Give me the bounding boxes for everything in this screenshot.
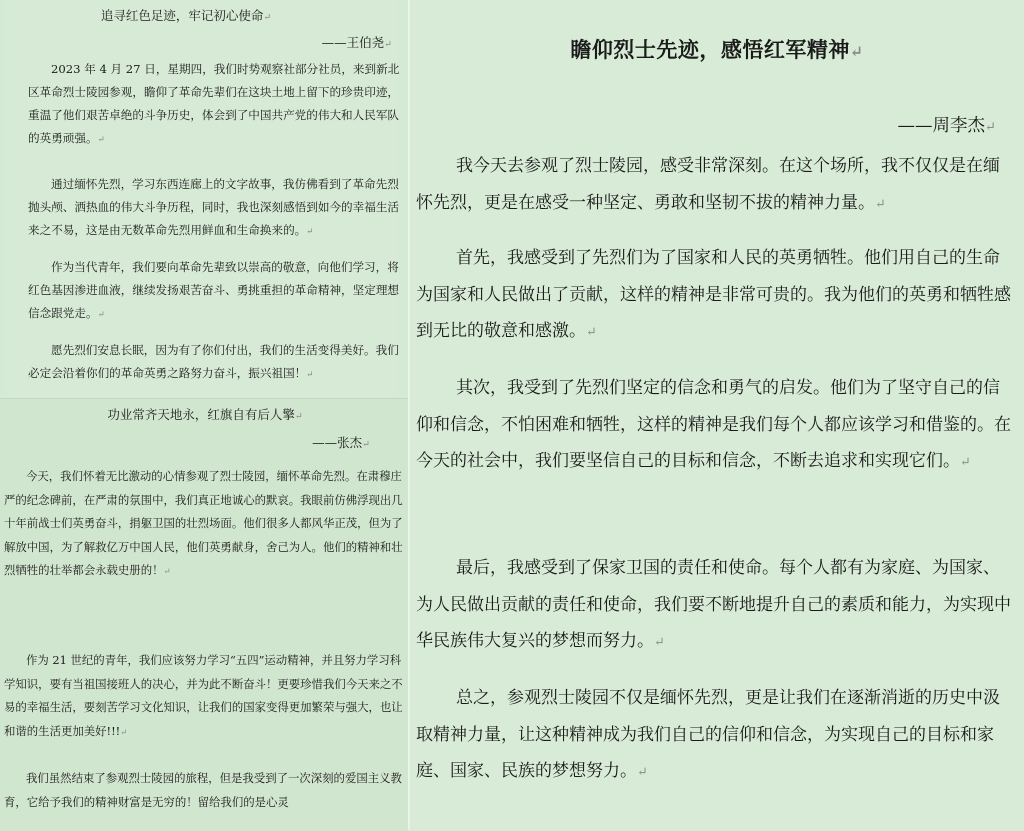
essay3-author: ——周李杰↵ [897, 116, 996, 136]
essay3-paragraph-5: 总之，参观烈士陵园不仅是缅怀先烈，更是让我们在逐渐消逝的历史中汲取精神力量，让这种精神成为我们自己的信仰和信念，为实现自己的目标和家庭、国家、民族的梦想努力。↵ [416, 688, 1000, 781]
essay3-paragraph-2: 首先，我感受到了先烈们为了国家和人民的英勇牺牲。他们用自己的生命为国家和人民做出了贡献，这样的精神是非常可贵的。我为他们的英勇和牺牲感到无比的敬意和感激。↵ [416, 248, 1011, 341]
essay1-title: 追寻红色足迹，牢记初心使命↵ [100, 8, 272, 23]
essay2-author: ——张杰↵ [312, 435, 370, 450]
essay3-paragraph-3: 其次，我受到了先烈们坚定的信念和勇气的启发。他们为了坚守自己的信仰和信念，不怕困难和牺牲，这样的精神是我们每个人都应该学习和借鉴的。在今天的社会中，我们要坚信自己的目标和信念，不断去追求和实现它们。↵ [416, 378, 1011, 471]
essay2-panel [0, 398, 410, 831]
essay3-paragraph-1: 我今天去参观了烈士陵园，感受非常深刻。在这个场所，我不仅仅是在缅怀先烈，更是在感受一种坚定、勇敢和坚韧不拔的精神力量。↵ [416, 156, 1000, 213]
essay2-paragraph-3: 我们虽然结束了参观烈士陵园的旅程，但是我受到了一次深刻的爱国主义教育，它给予我们的精神财富是无穷的！留给我们的是心灵 [4, 771, 402, 809]
essay1-paragraph-1: 2023 年 4 月 27 日，星期四，我们时势观察社部分社员，来到新北区革命烈士陵园参观，瞻仰了革命先辈们在这块土地上留下的珍贵印迹，重温了他们艰苦卓绝的斗争历史，体会到了中国共产党的伟大和人民军队的英勇顽强。↵ [28, 62, 400, 145]
essay2-title: 功业常齐天地永，红旗自有后人擎↵ [107, 407, 303, 422]
essay3-paragraph-4: 最后，我感受到了保家卫国的责任和使命。每个人都有为家庭、为国家、为人民做出贡献的责任和使命，我们要不断地提升自己的素质和能力，为实现中华民族伟大复兴的梦想而努力。↵ [416, 558, 1011, 651]
essay3-panel [410, 0, 1024, 830]
essay1-paragraph-2: 通过缅怀先烈，学习东西连廊上的文字故事，我仿佛看到了革命先烈抛头颅、洒热血的伟大斗争历程，同时，我也深刻感悟到如今的幸福生活来之不易，这是由无数革命先烈用鲜血和生命换来的。↵ [28, 177, 400, 237]
essay2-paragraph-1: 今天，我们怀着无比激动的心情参观了烈士陵园，缅怀革命先烈。在肃穆庄严的纪念碑前，在严肃的氛围中，我们真正地诚心的默哀。我眼前仿佛浮现出几十年前战士们英勇奋斗，捐躯卫国的壮烈场面。他们很多人都风华正茂，但为了解放中国，为了解救亿万中国人民，他们英勇献身，舍己为人。他们的精神和壮烈牺牲的壮举都会永载史册的！↵ [4, 469, 403, 577]
essay1-panel [6, 0, 398, 398]
essay1-paragraph-4: 愿先烈们安息长眠，因为有了你们付出，我们的生活变得美好。我们必定会沿着你们的革命英勇之路努力奋斗，振兴祖国！↵ [28, 343, 399, 380]
essay1-author: ——王伯尧↵ [321, 35, 392, 50]
essay1-paragraph-3: 作为当代青年，我们要向革命先辈致以崇高的敬意，向他们学习，将红色基因渗进血液，继续发扬艰苦奋斗、勇挑重担的革命精神，坚定理想信念跟党走。↵ [28, 260, 400, 320]
essay2-paragraph-2: 作为 21 世纪的青年，我们应该努力学习“五四”运动精神，并且努力学习科学知识，要有当祖国接班人的决心，并为此不断奋斗！更要珍惜我们今天来之不易的幸福生活，要刻苦学习文化知识，让我们的国家变得更加繁荣与强大，也让和谐的生活更加美好!!!↵ [4, 653, 403, 738]
essay3-title: 瞻仰烈士先迹，感悟红军精神↵ [570, 37, 864, 62]
